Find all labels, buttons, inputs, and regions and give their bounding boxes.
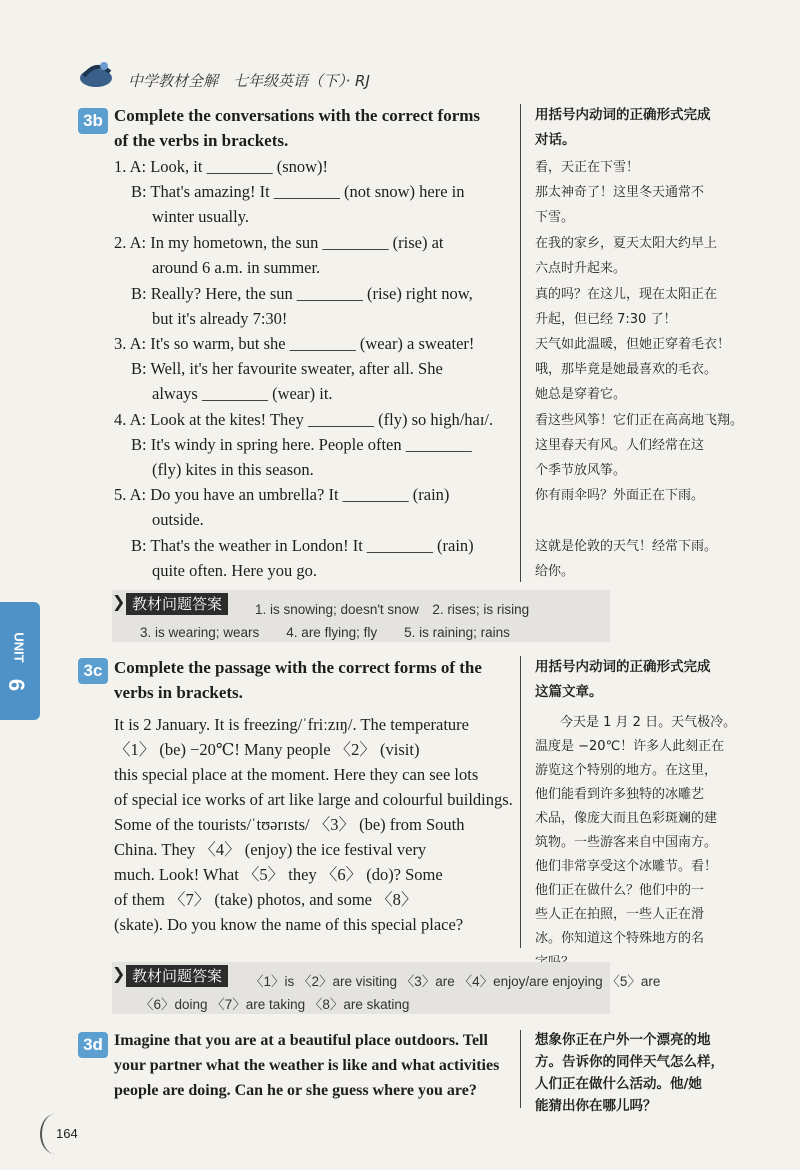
sec3b-cn-line: 在我的家乡，夏天太阳大约早上 (535, 236, 718, 251)
sec3c-cn-line: 温度是 −20℃！许多人此刻正在 (535, 739, 725, 754)
answer-text-3b-line2: 3. is wearing; wears 4. are flying; fly 5. is raining; rains (140, 625, 510, 640)
chevron-right-icon: ❯ (112, 964, 126, 983)
sec3b-cn-line: 真的吗？在这儿，现在太阳正在 (535, 287, 718, 302)
sec3b-line: 1. A: Look, it ________ (snow)! (114, 157, 329, 176)
sec3b-cn-line: 这里春天有风。人们经常在这 (535, 438, 705, 453)
section-badge-3b: 3b (78, 108, 108, 134)
section-badge-3d: 3d (78, 1032, 108, 1058)
sec3b-line: 5. A: Do you have an umbrella? It ________ (rain) (114, 485, 450, 504)
sec3c-line: Some of the tourists/ˈtʊərɪsts/ 〈3〉 (be) from South (114, 815, 465, 834)
sec3b-cn-line: 个季节放风筝。 (535, 463, 627, 478)
sec3c-line: China. They 〈4〉 (enjoy) the ice festival very (114, 840, 427, 859)
sec3b-heading-line1: Complete the conversations with the correct forms (114, 106, 481, 125)
sec3b-line: B: It's windy in spring here. People often ________ (131, 435, 472, 454)
sec3c-line: much. Look! What 〈5〉 they 〈6〉 (do)? Some (114, 865, 443, 884)
sec3b-cn-line: 下雪。 (535, 210, 575, 225)
sec3c-line: (skate). Do you know the name of this special place? (114, 915, 464, 934)
sec3b-line: (fly) kites in this season. (152, 460, 314, 479)
answer-text-3c-line1: 〈1〉is 〈2〉are visiting 〈3〉are 〈4〉enjoy/are enjoying 〈5〉are (250, 974, 661, 989)
sec3c-cn-line: 筑物。一些游客来自中国南方。 (535, 835, 718, 850)
sec3b-line: B: That's the weather in London! It ________ (rain) (131, 536, 474, 555)
sec3b-cn-heading-line2: 对话。 (535, 132, 576, 148)
sec3c-line: of them 〈7〉 (take) photos, and some 〈8〉 (114, 890, 418, 909)
section-badge-3c: 3c (78, 658, 108, 684)
sec3c-cn-line: 他们正在做什么？他们中的一 (535, 883, 705, 898)
column-divider (520, 656, 521, 948)
column-divider (520, 1030, 521, 1108)
book-logo-icon (78, 56, 116, 90)
sec3c-cn-heading-line1: 用括号内动词的正确形式完成 (535, 659, 711, 675)
unit-number: 6 (4, 678, 30, 692)
sec3c-cn-heading-line2: 这篇文章。 (535, 684, 603, 700)
sec3d-line: Imagine that you are at a beautiful place outdoors. Tell (114, 1032, 488, 1049)
sec3b-cn-heading-line1: 用括号内动词的正确形式完成 (535, 107, 711, 123)
sec3b-line: 2. A: In my hometown, the sun ________ (rise) at (114, 233, 444, 252)
sec3b-cn-line: 六点时升起来。 (535, 261, 627, 276)
sec3b-cn-line: 看这些风筝！它们正在高高地飞翔。 (535, 413, 744, 428)
page-number: 164 (56, 1126, 78, 1141)
sec3b-line: outside. (152, 510, 204, 529)
sec3d-line: your partner what the weather is like and what activities (114, 1057, 500, 1074)
sec3b-heading-line2: of the verbs in brackets. (114, 131, 289, 150)
answer-text-3b-line1: 1. is snowing; doesn't snow 2. rises; is rising (255, 602, 530, 617)
sec3c-line: 〈1〉 (be) −20℃! Many people 〈2〉 (visit) (114, 740, 420, 759)
sec3b-cn-line: 这就是伦敦的天气！经常下雨。 (535, 539, 718, 554)
sec3c-cn-line: 些人正在拍照，一些人正在滑 (535, 907, 705, 922)
sec3b-cn-line: 哦，那毕竟是她最喜欢的毛衣。 (535, 362, 718, 377)
sec3b-cn-line: 升起，但已经 7:30 了！ (535, 312, 677, 327)
sec3c-cn-line: 冰。你知道这个特殊地方的名 (535, 931, 705, 946)
sec3b-line: 4. A: Look at the kites! They ________ (fly) so high/haɪ/. (114, 410, 494, 429)
sec3b-line: but it's already 7:30! (152, 309, 288, 328)
sec3c-cn-line: 游览这个特别的地方。在这里， (535, 763, 718, 778)
sec3c-line: this special place at the moment. Here they can see lots (114, 765, 479, 784)
sec3b-line: 3. A: It's so warm, but she ________ (wear) a sweater! (114, 334, 475, 353)
sec3c-cn-line: 术品，像庞大而且色彩斑斓的建 (535, 811, 718, 826)
sec3d-cn-line: 能猜出你在哪儿吗？ (535, 1098, 657, 1114)
chevron-right-icon: ❯ (112, 592, 126, 611)
sec3b-line: B: Really? Here, the sun ________ (rise) right now, (131, 284, 473, 303)
sec3b-line: B: That's amazing! It ________ (not snow) here in (131, 182, 465, 201)
sec3b-line: quite often. Here you go. (152, 561, 317, 580)
sec3b-cn-line: 你有雨伞吗？外面正在下雨。 (535, 488, 705, 503)
sec3c-heading-line2: verbs in brackets. (114, 683, 243, 702)
sec3b-line: winter usually. (152, 207, 249, 226)
unit-side-tab[interactable] (0, 602, 40, 720)
sec3d-cn-line: 想象你正在户外一个漂亮的地 (535, 1032, 711, 1048)
answer-text-3c-line2: 〈6〉doing 〈7〉are taking 〈8〉are skating (140, 997, 410, 1012)
sec3b-cn-line: 看，天正在下雪！ (535, 160, 640, 175)
sec3b-line: around 6 a.m. in summer. (152, 258, 321, 277)
answer-label-3c: 教材问题答案 (126, 965, 228, 987)
answer-label-3b: 教材问题答案 (126, 593, 228, 615)
sec3c-cn-line: 他们非常享受这个冰雕节。看！ (535, 859, 718, 874)
sec3c-cn-line: 今天是 1 月 2 日。天气极冷。 (560, 715, 737, 730)
sec3d-line: people are doing. Can he or she guess where you are? (114, 1082, 477, 1099)
unit-label: UNIT (11, 632, 27, 663)
sec3c-heading-line1: Complete the passage with the correct forms of the (114, 658, 482, 677)
column-divider (520, 104, 521, 582)
sec3d-cn-line: 人们正在做什么活动。他/她 (535, 1076, 702, 1092)
sec3b-line: always ________ (wear) it. (152, 384, 333, 403)
sec3b-cn-line: 给你。 (535, 564, 575, 579)
sec3d-cn-line: 方。告诉你的同伴天气怎么样， (535, 1054, 724, 1070)
sec3c-cn-line: 他们能看到许多独特的冰雕艺 (535, 787, 705, 802)
sec3b-line: B: Well, it's her favourite sweater, after all. She (131, 359, 443, 378)
sec3c-line: It is 2 January. It is freezing/ˈfriːzɪŋ/. The temperature (114, 715, 469, 734)
sec3b-cn-line: 她总是穿着它。 (535, 387, 627, 402)
sec3b-cn-line: 那太神奇了！这里冬天通常不 (535, 185, 705, 200)
book-header-title: 中学教材全解 七年级英语（下）· RJ (128, 72, 370, 90)
sec3b-cn-line: 天气如此温暖，但她正穿着毛衣！ (535, 337, 731, 352)
sec3c-line: of special ice works of art like large and colourful buildings. (114, 790, 513, 809)
